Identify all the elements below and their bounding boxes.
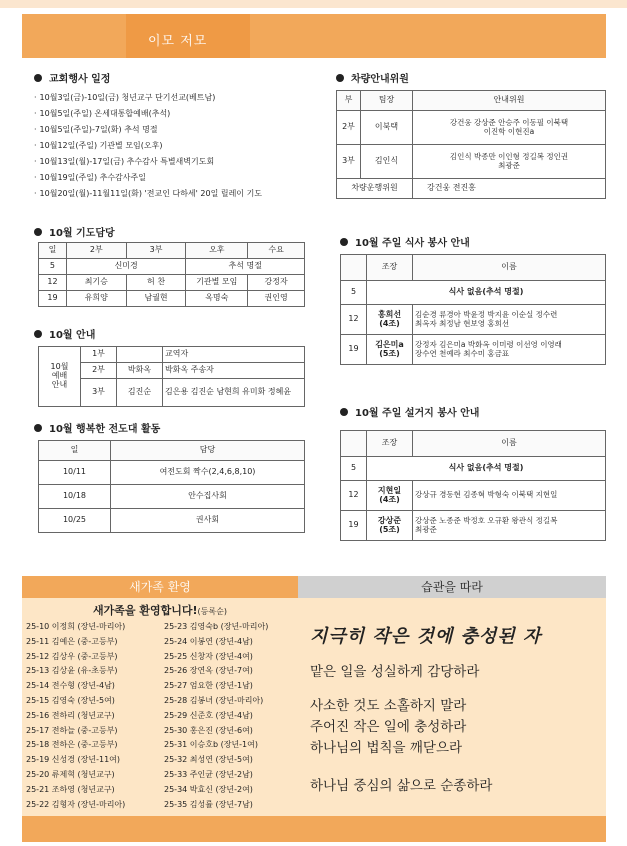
col-header: 이름	[413, 431, 606, 457]
prayer-duty-table	[38, 242, 305, 307]
col-header: 일	[39, 243, 67, 259]
cell: 식사 없음(추석 명절)	[367, 281, 606, 305]
list-item: 25-14 전수형 (장년-4남)	[26, 681, 115, 691]
col-header: 조장	[367, 255, 413, 281]
list-item: 25-22 김형자 (장년-마리아)	[26, 799, 126, 809]
event-item: · 10월20일(월)-11월11일(화) '전교인 다하세' 20일 릴레이 기도	[34, 186, 329, 202]
table-row	[341, 457, 606, 481]
cell: 박화옥 주송자	[163, 363, 305, 379]
list-item: 25-15 김영숙 (장년-5여)	[26, 695, 115, 705]
table-row	[341, 335, 606, 365]
bullet-icon	[340, 408, 348, 416]
list-item: 25-12 김상우 (중-고등부)	[26, 651, 118, 661]
cell: 기관별 모임	[186, 275, 248, 291]
cell: 강상규 경동현 김종혁 박형숙 이북택 지현일	[413, 481, 606, 511]
dish-service-heading	[340, 404, 479, 419]
vehicle-heading-text: 차량안내위원	[351, 74, 409, 85]
cell: 19	[341, 335, 367, 365]
list-item: 25-31 이승호b (장년-1여)	[164, 740, 258, 750]
col-header	[341, 431, 367, 457]
cell: 강상준 (5조)	[367, 511, 413, 541]
col-header: 담당	[111, 441, 305, 461]
church-events-heading-text: 교회행사 일정	[49, 74, 111, 85]
cell: 박화옥	[117, 363, 163, 379]
list-item: 25-32 최성연 (장년-5여)	[164, 755, 253, 765]
welcome-title	[22, 602, 298, 618]
bullet-icon	[34, 330, 42, 338]
event-item: · 10월12일(주일) 기관별 모임(오후)	[34, 138, 329, 154]
col-header	[341, 255, 367, 281]
list-item: 25-11 김예은 (중-고등부)	[26, 636, 118, 646]
table-row	[337, 179, 606, 199]
table-row	[337, 145, 606, 179]
list-item: 25-30 홍은진 (장년-6여)	[164, 725, 253, 735]
list-item: 25-27 엄요한 (장년-1남)	[164, 681, 253, 691]
cell: 2부	[81, 363, 117, 379]
meal-service-heading	[340, 234, 470, 249]
list-item: 25-19 신성경 (장년-11여)	[26, 755, 121, 765]
new-family-list-right	[164, 620, 268, 812]
prayer-duty-heading-text: 10월 기도담당	[49, 228, 115, 239]
welcome-panel	[22, 598, 298, 816]
table-row	[39, 347, 305, 363]
cell: 19	[341, 511, 367, 541]
cell: 3부	[337, 145, 361, 179]
cell: 이북택	[361, 111, 413, 145]
list-item: 25-26 장연옥 (장년-7여)	[164, 666, 253, 676]
church-events-list	[34, 90, 329, 202]
guide-group-label: 10월 예배 안내	[39, 347, 81, 407]
event-item: · 10월5일(주일)-7일(화) 추석 명절	[34, 122, 329, 138]
title-bar	[22, 14, 606, 58]
evangelism-heading	[34, 420, 160, 435]
list-item: 25-20 류제혁 (청년교구)	[26, 769, 115, 779]
cell: 12	[39, 275, 67, 291]
col-header: 수요	[248, 243, 305, 259]
cell: 강정자	[248, 275, 305, 291]
church-events-heading	[34, 70, 110, 85]
cell: 권인영	[248, 291, 305, 307]
cell: 옥명숙	[186, 291, 248, 307]
col-header: 팀장	[361, 91, 413, 111]
cell	[117, 347, 163, 363]
cell: 김진순	[117, 379, 163, 407]
col-header: 오후	[186, 243, 248, 259]
list-item: 25-18 전하은 (중-고등부)	[26, 740, 118, 750]
habit-heading: 습관을 따라	[298, 576, 606, 598]
list-item: 25-25 신창자 (장년-4여)	[164, 651, 253, 661]
list-item: 25-24 이봉연 (장년-4남)	[164, 636, 253, 646]
cell: 5	[39, 259, 67, 275]
meal-service-table	[340, 254, 606, 365]
table-row	[337, 111, 606, 145]
col-header: 이름	[413, 255, 606, 281]
table-row	[39, 485, 305, 509]
top-band	[0, 0, 627, 8]
cell: 여전도회 짝수(2,4,6,8,10)	[111, 461, 305, 485]
cell: 남궐현	[126, 291, 186, 307]
bullet-icon	[34, 74, 42, 82]
list-item: 25-29 신준호 (장년-4남)	[164, 710, 253, 720]
col-header: 부	[337, 91, 361, 111]
col-header: 일	[39, 441, 111, 461]
cell: 안수집사회	[111, 485, 305, 509]
col-header: 3부	[126, 243, 186, 259]
cell: 강건웅 강상준 안승주 이동필 이북택 이진학 이현진a	[413, 111, 606, 145]
cell: 교역자	[163, 347, 305, 363]
page-title: 이모 저모	[148, 34, 208, 49]
cell: 10/25	[39, 509, 111, 533]
cell: 김인식	[361, 145, 413, 179]
list-item: 25-10 이정희 (장년-마리아)	[26, 622, 126, 631]
cell: 식사 없음(추석 명절)	[367, 457, 606, 481]
prayer-duty-heading	[34, 224, 115, 239]
habit-line: 하나님 중심의 삶으로 순종하라	[310, 778, 493, 794]
cell: 강정자 김은미a 박화옥 이미령 이선영 이영래 장수연 천예라 최수미 홍금표	[413, 335, 606, 365]
welcome-title-note: (등록순)	[197, 607, 227, 616]
bullet-icon	[34, 424, 42, 432]
october-guide-table	[38, 346, 305, 407]
cell: 김은용 김진순 남현희 유미화 정혜윤	[163, 379, 305, 407]
table-row	[39, 259, 305, 275]
habit-line: 사소한 것도 소홀하지 말라	[310, 698, 467, 714]
cell: 김인식 박종만 이인형 정길복 정인권 최광준	[413, 145, 606, 179]
cell: 12	[341, 305, 367, 335]
table-row	[39, 509, 305, 533]
cell: 허 찬	[126, 275, 186, 291]
col-header: 2부	[66, 243, 126, 259]
cell: 권사회	[111, 509, 305, 533]
cell: 최기승	[66, 275, 126, 291]
vehicle-heading	[336, 70, 409, 85]
table-row	[341, 305, 606, 335]
cell: 10/11	[39, 461, 111, 485]
welcome-title-text: 새가족을 환영합니다!	[93, 604, 198, 617]
list-item: 25-17 전하늘 (중-고등부)	[26, 725, 118, 735]
table-row	[39, 275, 305, 291]
list-item: 25-28 김봉녀 (장년-마리아)	[164, 695, 264, 705]
cell: 김순경 류경아 박윤정 박지윤 이순실 정수련 최옥자 최정남 현보영 홍희선	[413, 305, 606, 335]
cell: 5	[341, 457, 367, 481]
list-item: 25-21 조하영 (청년교구)	[26, 784, 115, 794]
evangelism-heading-text: 10월 행복한 전도대 활동	[49, 424, 161, 435]
cell: 지현일 (4조)	[367, 481, 413, 511]
event-item: · 10월19일(주일) 추수감사주일	[34, 170, 329, 186]
habit-panel	[298, 598, 606, 816]
dish-service-table	[340, 430, 606, 541]
col-header: 조장	[367, 431, 413, 457]
event-item: · 10월3일(금)-10일(금) 청년교구 단기선교(베트남)	[34, 90, 329, 106]
cell: 추석 명절	[186, 259, 305, 275]
cell: 유희양	[66, 291, 126, 307]
cell: 10/18	[39, 485, 111, 509]
list-item: 25-13 김상윤 (유-초등부)	[26, 666, 118, 676]
dish-service-heading-text: 10월 주일 설거지 봉사 안내	[355, 408, 480, 419]
habit-line: 주어진 작은 일에 충성하라	[310, 719, 467, 735]
welcome-heading: 새가족 환영	[22, 576, 298, 598]
habit-line: 하나님의 법칙을 깨닫으라	[310, 740, 463, 756]
event-item: · 10월5일(주일) 온세대통합예배(추석)	[34, 106, 329, 122]
evangelism-table	[38, 440, 305, 533]
cell: 홍희선 (4조)	[367, 305, 413, 335]
col-header: 안내위원	[413, 91, 606, 111]
bullet-icon	[340, 238, 348, 246]
event-item: · 10월13일(월)-17일(금) 추수감사 특별새벽기도회	[34, 154, 329, 170]
cell: 강상준 노종준 박정호 오규환 왕관식 정길복 최광준	[413, 511, 606, 541]
cell: 김은미a (5조)	[367, 335, 413, 365]
cell: 차량운행위원	[337, 179, 413, 199]
cell: 12	[341, 481, 367, 511]
list-item: 25-33 주인균 (장년-2남)	[164, 769, 253, 779]
cell: 2부	[337, 111, 361, 145]
vehicle-table	[336, 90, 606, 199]
bullet-icon	[34, 228, 42, 236]
new-family-list-left	[26, 620, 125, 812]
table-row	[341, 281, 606, 305]
cell: 신미경	[66, 259, 186, 275]
list-item: 25-35 김성률 (장년-7남)	[164, 799, 253, 809]
october-guide-heading-text: 10월 안내	[49, 330, 96, 341]
list-item: 25-23 김영숙b (장년-마리아)	[164, 622, 269, 631]
meal-service-heading-text: 10월 주일 식사 봉사 안내	[355, 238, 470, 249]
october-guide-heading	[34, 326, 95, 341]
bottom-bar	[22, 816, 606, 842]
table-row	[341, 511, 606, 541]
cell: 강건웅 전진홍	[413, 179, 606, 199]
cell: 1부	[81, 347, 117, 363]
list-item: 25-16 전하리 (청년교구)	[26, 710, 115, 720]
table-row	[341, 481, 606, 511]
habit-line: 맡은 일을 성실하게 감당하라	[310, 664, 480, 680]
table-row	[39, 461, 305, 485]
cell: 19	[39, 291, 67, 307]
cell: 5	[341, 281, 367, 305]
bullet-icon	[336, 74, 344, 82]
cell: 3부	[81, 379, 117, 407]
habit-headline: 지극히 작은 것에 충성된 자	[310, 626, 542, 647]
table-row	[39, 291, 305, 307]
list-item: 25-34 박효신 (장년-2여)	[164, 784, 253, 794]
